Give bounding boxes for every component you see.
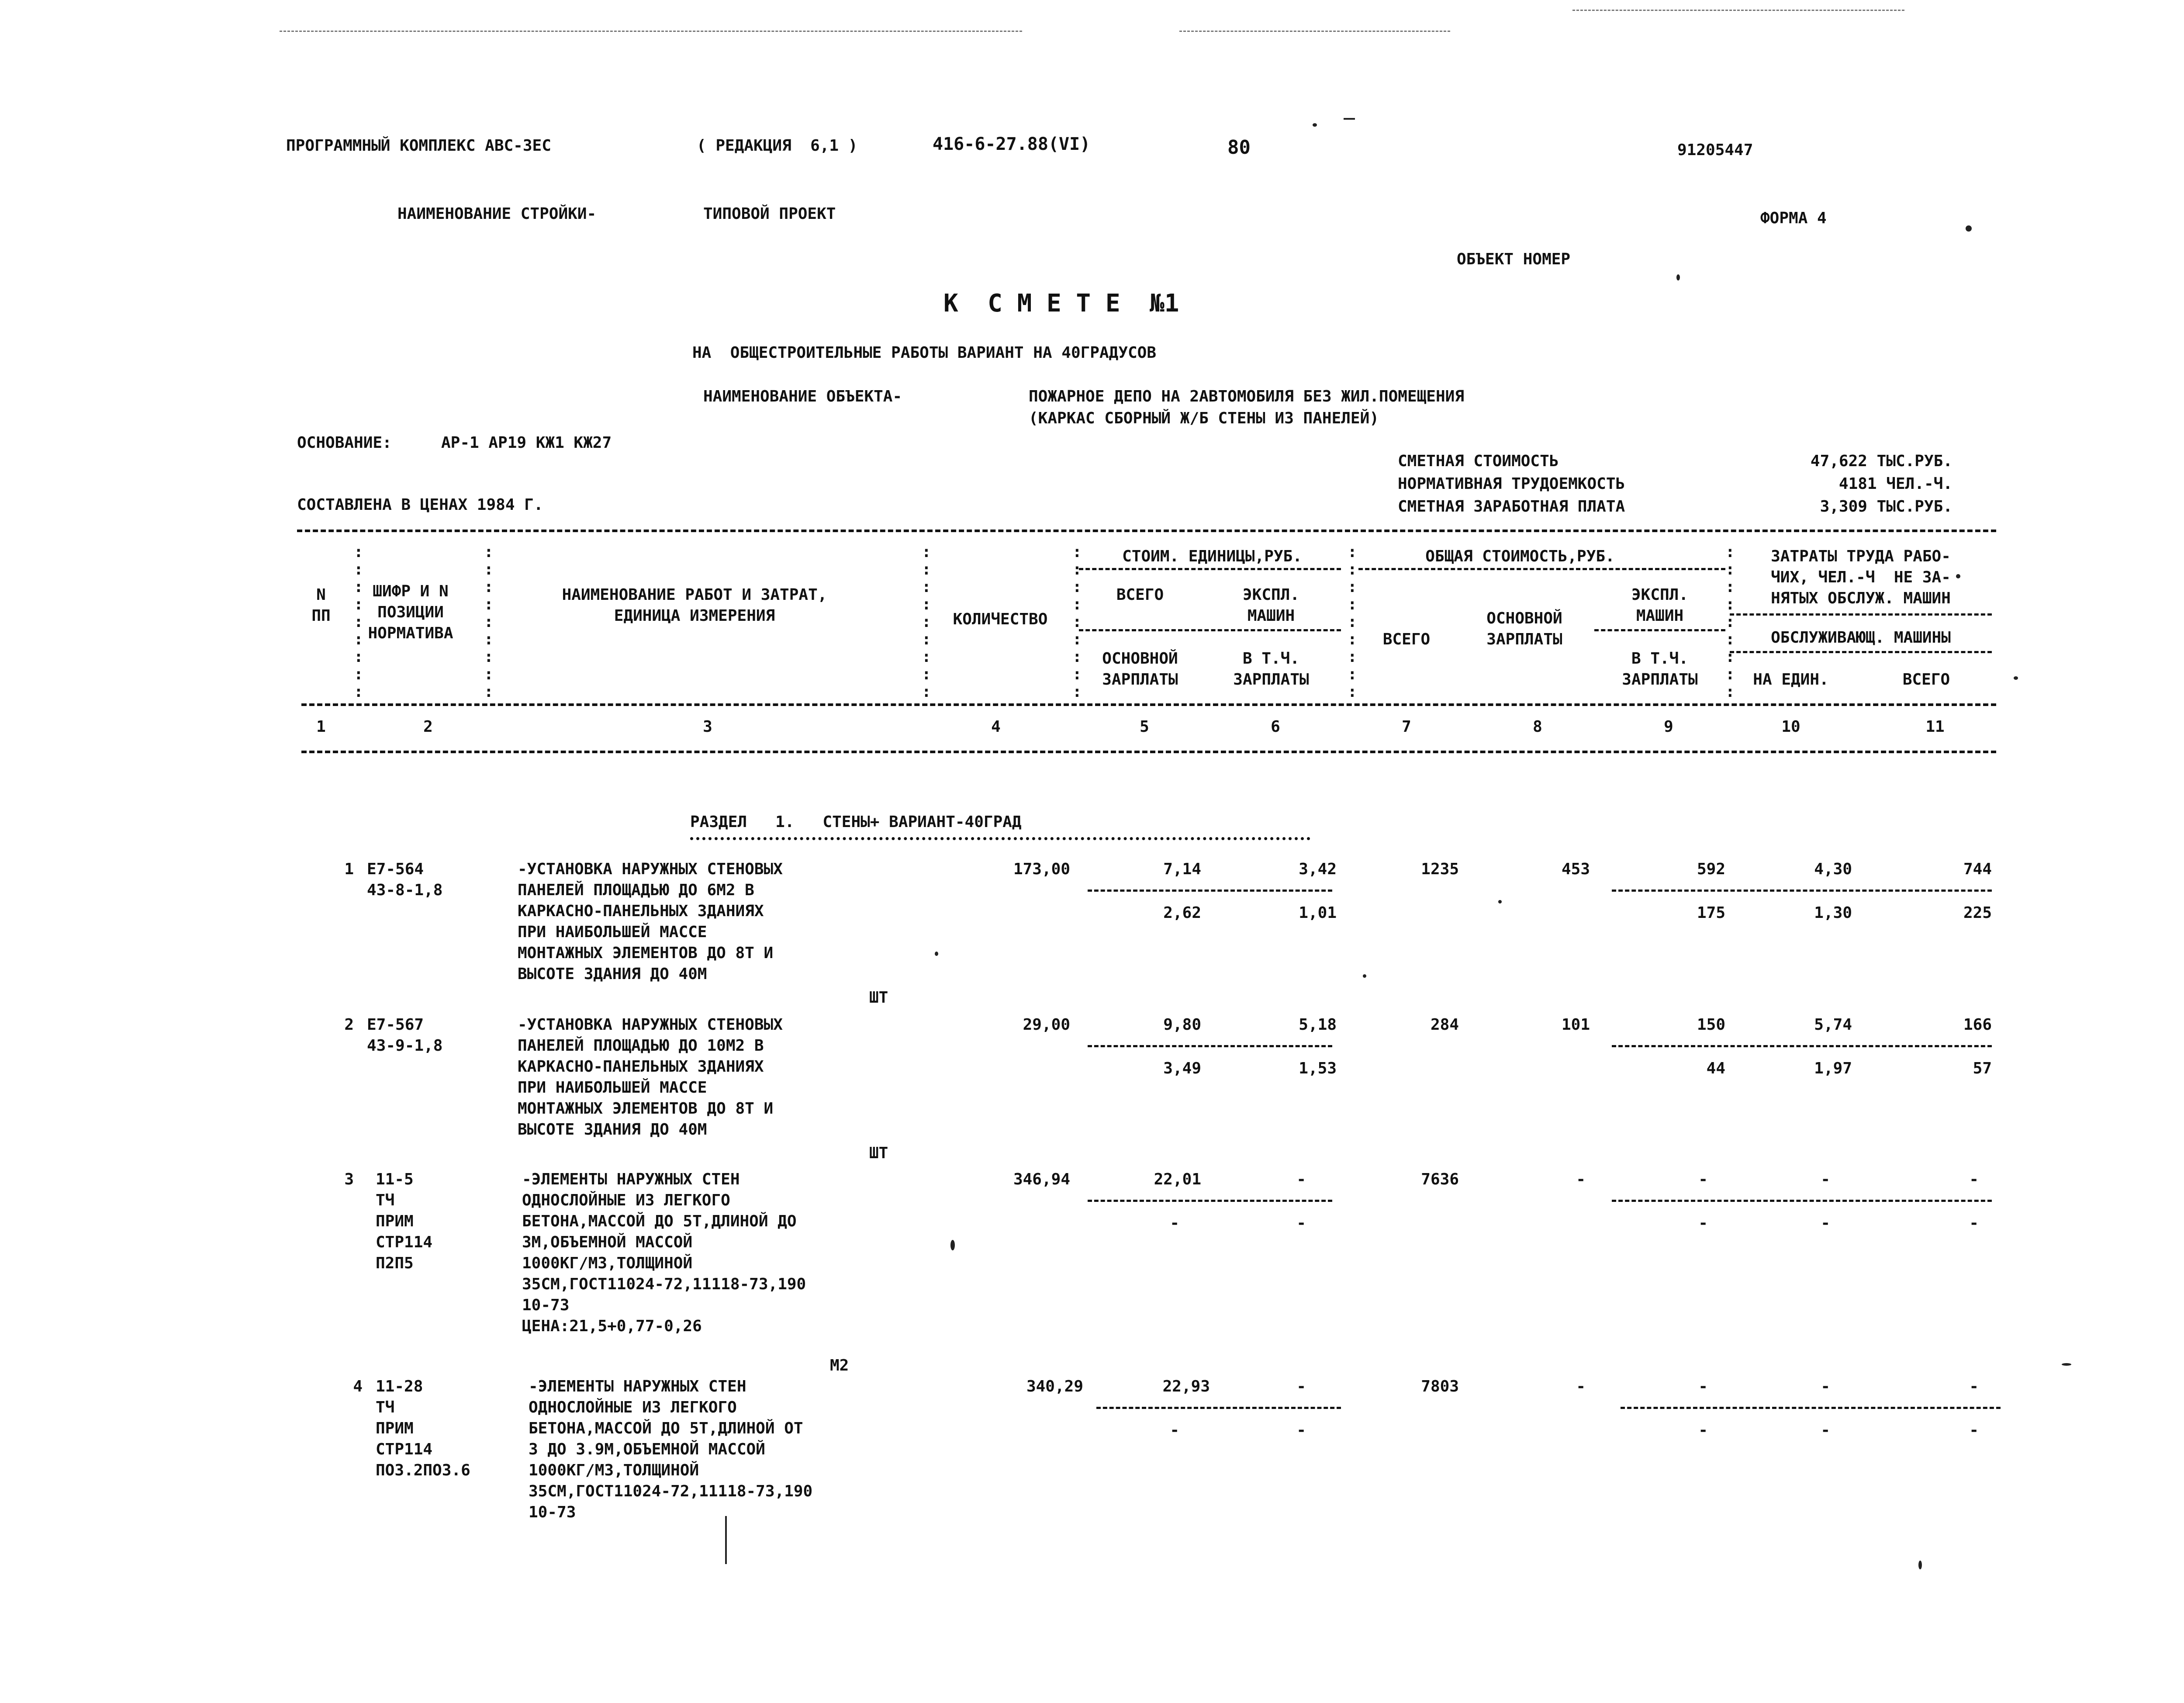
row-code: 11-28 ТЧ ПРИМ СТР114 ПО3.2ПО3.6 <box>376 1378 470 1479</box>
price-level: СОСТАВЛЕНА В ЦЕНАХ 1984 Г. <box>297 496 543 514</box>
row-total-machines: 592 <box>1697 860 1725 878</box>
summary-value-cost: 47,622 ТЫС.РУБ. <box>1810 452 1952 470</box>
object-name-line1: ПОЖАРНОЕ ДЕПО НА 2АВТОМОБИЛЯ БЕЗ ЖИЛ.ПОМЕЩЕНИЯ <box>1029 388 1464 405</box>
row-total-wage: 453 <box>1561 860 1590 878</box>
row-description: -ЭЛЕМЕНТЫ НАРУЖНЫХ СТЕН ОДНОСЛОЙНЫЕ ИЗ ЛЕГКОГО БЕТОНА,МАССОЙ ДО 5Т,ДЛИНОЙ ДО 3М,ОБЪЕМНОЙ МАССОЙ 1000КГ/М3,ТОЛЩИНОЙ 35СМ,ГОСТ11024-72,11118-73,190 10-73 ЦЕНА:21,5+0,77-0,26 <box>522 1170 806 1335</box>
pen-stroke <box>1344 118 1355 120</box>
scan-speck <box>1313 123 1317 127</box>
row-unit-total: 22,01 <box>1154 1170 1201 1188</box>
row-unit-wage: 3,49 <box>1163 1059 1201 1077</box>
header-subrule <box>1730 613 1992 616</box>
col-number: 11 <box>1925 718 1945 736</box>
column-separator: : : : : : : : : : <box>1725 543 1735 701</box>
col-header-unit-total: ВСЕГО <box>1116 586 1164 604</box>
scan-speck <box>935 952 938 956</box>
col-number: 8 <box>1533 718 1542 736</box>
row-quantity: 173,00 <box>1013 860 1070 878</box>
col-header-total-incl-wage: В Т.Ч. ЗАРПЛАТЫ <box>1622 650 1698 689</box>
row-unit-machines: 3,42 <box>1299 860 1337 878</box>
row-unit-total: 7,14 <box>1163 860 1201 878</box>
scan-speck <box>2062 1363 2071 1366</box>
row-total-wage: 101 <box>1561 1016 1590 1034</box>
row-labor-total: - <box>1969 1378 1979 1395</box>
col-header-labor-total: ВСЕГО <box>1902 671 1950 689</box>
row-labor-service-total: - <box>1969 1214 1979 1232</box>
col-number: 10 <box>1781 718 1800 736</box>
estimate-title: К С М Е Т Е №1 <box>943 289 1179 318</box>
row-number: 2 <box>344 1016 354 1034</box>
row-description: -ЭЛЕМЕНТЫ НАРУЖНЫХ СТЕН ОДНОСЛОЙНЫЕ ИЗ ЛЕГКОГО БЕТОНА,МАССОЙ ДО 5Т,ДЛИНОЙ ОТ 3 ДО 3.9М,ОБЪЕМНОЙ МАССОЙ 1000КГ/М3,ТОЛЩИНОЙ 35СМ,ГОСТ11024-72,11118-73,190 10-73 <box>529 1378 813 1521</box>
header-top-rule <box>297 530 1996 532</box>
row-labor-service-total: 225 <box>1963 904 1992 922</box>
row-unit: М2 <box>830 1357 849 1374</box>
header-mid-rule <box>301 703 1996 706</box>
row-number: 4 <box>353 1378 363 1395</box>
scan-speck <box>1966 225 1972 232</box>
object-number-label: ОБЪЕКТ НОМЕР <box>1457 250 1571 268</box>
row-labor-service-total: 57 <box>1973 1059 1992 1077</box>
row-unit-wage: - <box>1170 1421 1179 1439</box>
object-name-label: НАИМЕНОВАНИЕ ОБЪЕКТА- <box>703 388 902 405</box>
row-unit-wage: - <box>1170 1214 1179 1232</box>
object-name-line2: (КАРКАС СБОРНЫЙ Ж/Б СТЕНЫ ИЗ ПАНЕЛЕЙ) <box>1029 409 1379 427</box>
row-quantity: 29,00 <box>1023 1016 1070 1034</box>
header-subrule <box>1079 568 1341 570</box>
scan-speck <box>1676 274 1680 280</box>
row-labor-per-unit: - <box>1821 1378 1830 1395</box>
col-header-unit-machines: ЭКСПЛ. МАШИН <box>1242 586 1300 625</box>
col-header-unit-incl-wage: В Т.Ч. ЗАРПЛАТЫ <box>1233 650 1309 689</box>
row-code: 11-5 ТЧ ПРИМ СТР114 П2П5 <box>376 1170 433 1272</box>
col-number: 6 <box>1271 718 1280 736</box>
row-labor-per-unit: 4,30 <box>1814 860 1852 878</box>
col-header-num: N ПП <box>311 586 331 625</box>
section-title: РАЗДЕЛ 1. СТЕНЫ+ ВАРИАНТ-40ГРАД <box>690 813 1022 831</box>
scan-artifact-line <box>280 31 1022 32</box>
construction-label: НАИМЕНОВАНИЕ СТРОЙКИ- <box>397 205 597 223</box>
row-labor-service-unit: 1,97 <box>1814 1059 1852 1077</box>
row-total-machines: - <box>1698 1170 1708 1188</box>
scan-speck <box>1363 974 1366 978</box>
row-number: 1 <box>344 860 354 878</box>
row-subrule <box>1612 1045 1992 1047</box>
row-labor-total: 744 <box>1963 860 1992 878</box>
row-labor-per-unit: 5,74 <box>1814 1016 1852 1034</box>
col-number: 9 <box>1664 718 1673 736</box>
row-total-machines: 150 <box>1697 1016 1725 1034</box>
column-separator: : : : : : : : : : <box>484 543 494 701</box>
col-header-labor: ЗАТРАТЫ ТРУДА РАБО- ЧИХ, ЧЕЛ.-Ч НЕ ЗА- НЯТЫХ ОБСЛУЖ. МАШИН <box>1771 547 1951 607</box>
row-unit-incl-wage: 1,01 <box>1299 904 1337 922</box>
row-total: 1235 <box>1421 860 1459 878</box>
scan-speck <box>1918 1561 1922 1569</box>
col-header-total-cost: ОБЩАЯ СТОИМОСТЬ,РУБ. <box>1425 547 1615 565</box>
form-label: ФОРМА 4 <box>1760 209 1827 227</box>
col-header-labor-service: ОБСЛУЖИВАЮЩ. МАШИНЫ <box>1771 629 1951 647</box>
row-total: 284 <box>1430 1016 1459 1034</box>
row-subrule <box>1088 1200 1332 1202</box>
row-subrule <box>1088 1045 1332 1047</box>
row-subrule <box>1096 1407 1341 1409</box>
row-total-wage: - <box>1576 1378 1586 1395</box>
row-unit-wage: 2,62 <box>1163 904 1201 922</box>
column-separator: : : : : : : : : : <box>354 543 363 701</box>
column-separator: : : : : : : : : : <box>922 543 931 701</box>
project-code: 416-6-27.88(VI) <box>933 134 1091 154</box>
summary-value-wage: 3,309 ТЫС.РУБ. <box>1820 498 1952 516</box>
row-unit-machines: 5,18 <box>1299 1016 1337 1034</box>
row-labor-total: - <box>1969 1170 1979 1188</box>
col-number: 3 <box>703 718 712 736</box>
header-subrule <box>1594 629 1725 631</box>
col-header-total-wage: ОСНОВНОЙ ЗАРПЛАТЫ <box>1486 609 1562 648</box>
col-number: 1 <box>316 718 326 736</box>
row-unit-machines: - <box>1296 1378 1306 1395</box>
section-title-underline <box>690 837 1310 840</box>
col-header-unit-cost: СТОИМ. ЕДИНИЦЫ,РУБ. <box>1122 547 1302 565</box>
column-separator: : : : : : : : : : <box>1072 543 1082 701</box>
col-number: 5 <box>1140 718 1149 736</box>
col-header-qty: КОЛИЧЕСТВО <box>953 610 1048 628</box>
page-number: 80 <box>1227 136 1251 159</box>
pen-stroke <box>725 1516 727 1564</box>
summary-label-cost: СМЕТНАЯ СТОИМОСТЬ <box>1398 452 1559 470</box>
basis-label: ОСНОВАНИЕ: <box>297 434 392 452</box>
row-subrule <box>1621 1407 2001 1409</box>
row-total-incl-wage: 44 <box>1706 1059 1725 1077</box>
scan-speck <box>1956 574 1960 578</box>
program-edition: ( РЕДАКЦИЯ 6,1 ) <box>697 137 858 155</box>
col-number: 7 <box>1402 718 1411 736</box>
row-unit-machines: - <box>1296 1170 1306 1188</box>
row-labor-service-unit: 1,30 <box>1814 904 1852 922</box>
row-quantity: 340,29 <box>1026 1378 1083 1395</box>
estimate-subtitle: НА ОБЩЕСТРОИТЕЛЬНЫЕ РАБОТЫ ВАРИАНТ НА 40ГРАДУСОВ <box>692 344 1157 362</box>
row-description: -УСТАНОВКА НАРУЖНЫХ СТЕНОВЫХ ПАНЕЛЕЙ ПЛОЩАДЬЮ ДО 10М2 В КАРКАСНО-ПАНЕЛЬНЫХ ЗДАНИЯХ ПРИ НАИБОЛЬШЕЙ МАССЕ МОНТАЖНЫХ ЭЛЕМЕНТОВ ДО 8Т И ВЫСОТЕ ЗДАНИЯ ДО 40М <box>518 1016 783 1139</box>
row-subrule <box>1612 890 1992 892</box>
summary-label-wage: СМЕТНАЯ ЗАРАБОТНАЯ ПЛАТА <box>1398 498 1625 516</box>
col-header-code: ШИФР И N ПОЗИЦИИ НОРМАТИВА <box>368 582 453 642</box>
row-total: 7803 <box>1421 1378 1459 1395</box>
row-labor-total: 166 <box>1963 1016 1992 1034</box>
basis-value: АР-1 АР19 КЖ1 КЖ27 <box>441 434 612 452</box>
header-bottom-rule <box>301 751 1996 753</box>
row-labor-service-unit: - <box>1821 1421 1830 1439</box>
row-labor-per-unit: - <box>1821 1170 1830 1188</box>
program-name: ПРОГРАММНЫЙ КОМПЛЕКС АВС-3ЕС <box>286 137 551 155</box>
row-total-incl-wage: 175 <box>1697 904 1725 922</box>
scan-artifact-line <box>1179 31 1450 32</box>
col-header-unit-wage: ОСНОВНОЙ ЗАРПЛАТЫ <box>1102 650 1178 689</box>
row-labor-service-unit: - <box>1821 1214 1830 1232</box>
row-description: -УСТАНОВКА НАРУЖНЫХ СТЕНОВЫХ ПАНЕЛЕЙ ПЛОЩАДЬЮ ДО 6М2 В КАРКАСНО-ПАНЕЛЬНЫХ ЗДАНИЯХ ПРИ НАИБОЛЬШЕЙ МАССЕ МОНТАЖНЫХ ЭЛЕМЕНТОВ ДО 8Т И ВЫСОТЕ ЗДАНИЯ ДО 40М <box>518 860 783 983</box>
row-unit-incl-wage: 1,53 <box>1299 1059 1337 1077</box>
col-number: 2 <box>423 718 433 736</box>
row-total-incl-wage: - <box>1698 1421 1708 1439</box>
header-subrule <box>1730 651 1992 653</box>
row-code: Е7-567 43-9-1,8 <box>367 1016 443 1055</box>
row-unit-total: 9,80 <box>1163 1016 1201 1034</box>
col-header-total-all: ВСЕГО <box>1382 630 1431 648</box>
col-number: 4 <box>991 718 1001 736</box>
row-subrule <box>1088 890 1332 892</box>
row-total: 7636 <box>1421 1170 1459 1188</box>
row-unit-incl-wage: - <box>1296 1214 1306 1232</box>
row-unit: ШТ <box>869 1144 888 1162</box>
scan-artifact-line <box>1572 10 1904 11</box>
scan-speck <box>950 1240 955 1250</box>
row-labor-service-total: - <box>1969 1421 1979 1439</box>
summary-label-labor: НОРМАТИВНАЯ ТРУДОЕМКОСТЬ <box>1398 475 1625 493</box>
column-separator: : : : : : : : : : <box>1348 543 1357 701</box>
col-header-name: НАИМЕНОВАНИЕ РАБОТ И ЗАТРАТ, ЕДИНИЦА ИЗМЕРЕНИЯ <box>562 586 827 625</box>
row-unit-total: 22,93 <box>1162 1378 1210 1395</box>
summary-value-labor: 4181 ЧЕЛ.-Ч. <box>1838 475 1952 493</box>
row-unit-incl-wage: - <box>1296 1421 1306 1439</box>
row-subrule <box>1612 1200 1992 1202</box>
document-number: 91205447 <box>1677 141 1753 159</box>
row-total-machines: - <box>1698 1378 1708 1395</box>
row-quantity: 346,94 <box>1013 1170 1070 1188</box>
row-unit: ШТ <box>869 989 888 1007</box>
row-code: Е7-564 43-8-1,8 <box>367 860 443 899</box>
construction-value: ТИПОВОЙ ПРОЕКТ <box>703 205 836 223</box>
row-total-wage: - <box>1576 1170 1586 1188</box>
header-subrule <box>1079 629 1341 631</box>
header-subrule <box>1358 568 1725 570</box>
scan-speck <box>2014 676 2018 680</box>
row-total-incl-wage: - <box>1698 1214 1708 1232</box>
scan-speck <box>1498 900 1502 903</box>
row-number: 3 <box>344 1170 354 1188</box>
col-header-total-machines: ЭКСПЛ. МАШИН <box>1631 586 1689 625</box>
col-header-labor-per-unit: НА ЕДИН. <box>1753 671 1829 689</box>
